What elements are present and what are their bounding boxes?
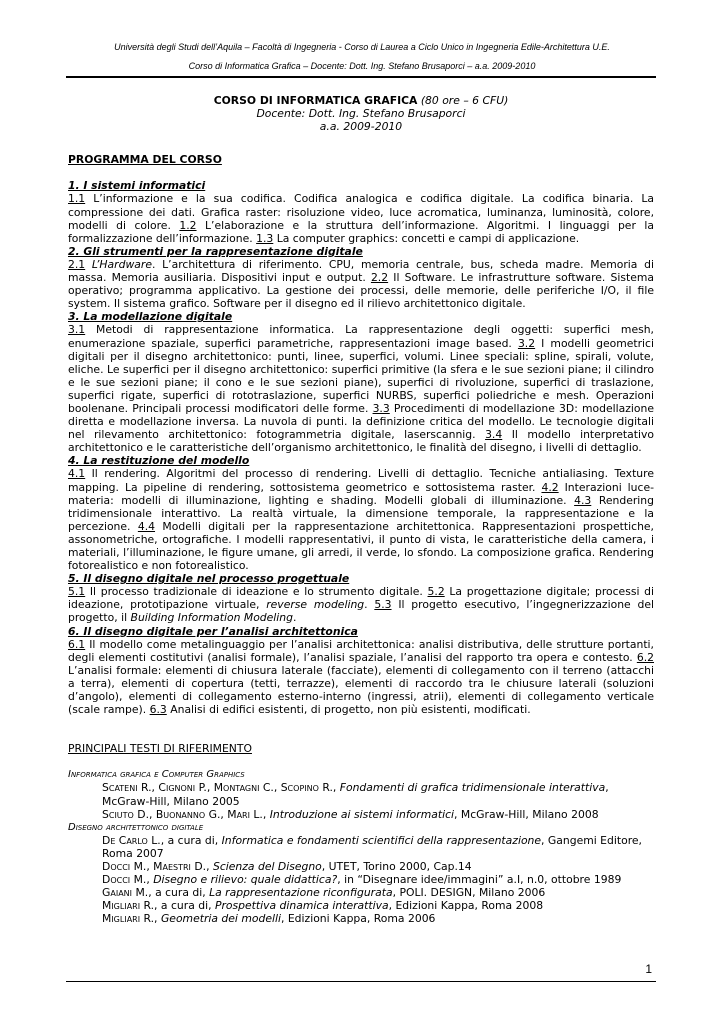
- subsection-number: 6.1: [68, 637, 86, 651]
- paragraph-text: .: [364, 598, 375, 612]
- reference-authors: Docci M.,: [102, 873, 150, 887]
- paragraph-text: Il modello come metalinguaggio per l’analisi architettonica: analisi distributiva, delle strutture portanti, degli elementi costitutivi (analisi formale), l’analisi spaziale, l’analisi del rapporto tra opera e contesto.: [68, 637, 654, 664]
- reference-editor-note: a cura di,: [164, 833, 222, 847]
- reference-item: [68, 873, 654, 886]
- subsection-number: 2.2: [370, 271, 389, 285]
- section-title: 5. Il disegno digitale nel processo progettuale: [68, 572, 350, 586]
- paragraph-text: L’elaborazione e la struttura dell’informazione. Algoritmi. I linguaggi per la formalizzazione dell’informazione.: [68, 218, 654, 245]
- subsection-number: 5.1: [68, 585, 86, 599]
- paragraph-text: Il processo tradizionale di ideazione e lo strumento digitale.: [85, 585, 428, 599]
- subsection-number: 4.4: [137, 519, 156, 533]
- subsection-number: 3.4: [485, 428, 503, 442]
- reference-item: [68, 808, 654, 821]
- paragraph-text: .: [293, 611, 297, 625]
- subsection-number: 3.2: [517, 336, 536, 350]
- running-header-university: Università degli Studi dell’Aquila – Facoltà di Ingegneria - Corso di Laurea a Ciclo Unico in Ingegneria Edile-Architettura U.E.: [114, 42, 610, 52]
- document-body: [68, 94, 654, 925]
- section-title: 1. I sistemi informatici: [68, 179, 206, 193]
- course-hours: (80 ore – 6 CFU): [420, 94, 509, 107]
- reference-title: La rappresentazione riconfigurata: [209, 886, 393, 900]
- section-title: 4. La restituzione del modello: [68, 454, 250, 468]
- section-title: 2. Gli strumenti per la rappresentazione digitale: [68, 244, 363, 258]
- reference-item: [68, 860, 654, 873]
- reference-authors: Migliari R.,: [102, 912, 158, 926]
- reference-authors: Migliari R.,: [102, 899, 158, 913]
- section-paragraph: [68, 585, 654, 624]
- italic-term: reverse modeling: [266, 598, 365, 612]
- reference-item: [68, 781, 654, 807]
- reference-title: Geometria dei modelli: [160, 912, 281, 926]
- reference-publisher: , McGraw-Hill, Milano 2008: [454, 807, 599, 821]
- section-paragraph: [68, 467, 654, 572]
- reference-title: Prospettiva dinamica interattiva: [214, 899, 389, 913]
- reference-item: [68, 886, 654, 899]
- subsection-number: 3.1: [68, 323, 86, 337]
- section-paragraph: [68, 638, 654, 717]
- course-teacher: Docente: Dott. Ing. Stefano Brusaporci: [256, 107, 466, 121]
- course-title: CORSO DI INFORMATICA GRAFICA: [213, 94, 418, 107]
- paragraph-text: . L’architettura di riferimento. CPU, memoria centrale, bus, scheda madre. Memoria di massa. Memoria ausiliaria. Dispositivi input e output.: [68, 257, 654, 285]
- reference-editor-note: a cura di,: [151, 886, 210, 900]
- subsection-number: 6.3: [149, 703, 167, 717]
- reference-publisher: , Edizioni Kappa, Roma 2008: [388, 899, 544, 913]
- reference-title: Informatica e fondamenti scientifici della rappresentazione: [221, 833, 542, 847]
- course-title-block: [68, 94, 654, 133]
- subsection-number: 4.1: [68, 467, 86, 481]
- reference-publisher: , Edizioni Kappa, Roma 2006: [280, 912, 436, 926]
- reference-editor-note: a cura di,: [157, 899, 215, 913]
- reference-item: [68, 834, 654, 860]
- page-number: 1: [645, 962, 652, 976]
- paragraph-text: La computer graphics: concetti e campi di applicazione.: [273, 231, 580, 245]
- reference-item: [68, 899, 654, 912]
- subsection-number: 1.3: [256, 231, 274, 245]
- subsection-number: 1.2: [179, 218, 197, 232]
- reference-title: Fondamenti di grafica tridimensionale interattiva: [339, 781, 606, 795]
- paragraph-text: Il modello interpretativo architettonico e le caratteristiche dell’organismo architettonico, le finalità del disegno, i livelli di dettaglio.: [68, 428, 655, 455]
- paragraph-text: I modelli geometrici digitali per il disegno architettonico: punti, linee, superfici, volumi. Linee speciali: spline, spirali, volute, eliche. Le superfici per il disegno architettonico: superfici primitive (la sfera e le sue sezioni piane; il cilindro e le sue sezioni piane; il cono e le sue sezioni piane), superfici di rivoluzione, superfici di traslazione, superfici rigate, superfici di rototraslazione, superfici NURBS, superfici poliedriche e mesh. Operazioni boolenane. Principali processi modificatori delle forme.: [68, 336, 654, 415]
- reference-publisher: , in “Disegnare idee/immagini” a.I, n.0, ottobre 1989: [337, 873, 622, 887]
- paragraph-text: Procedimenti di modellazione 3D: modellazione diretta e modellazione inversa. La nuvola di punti. la definizione critica del modello. Le tecnologie digitali nel rilevamento architettonico: fotogrammetria digitale, laserscannig.: [68, 401, 655, 442]
- section-paragraph: [68, 323, 654, 454]
- italic-term: L’Hardware: [91, 257, 152, 271]
- section-paragraph: [68, 192, 654, 244]
- subsection-number: 4.2: [541, 480, 559, 494]
- reference-publisher: , UTET, Torino 2000, Cap.14: [321, 859, 472, 873]
- reference-publisher: , Gangemi Editore, Roma 2007: [102, 833, 642, 860]
- reference-authors: Gaiani M.,: [102, 886, 152, 900]
- reference-item: [68, 912, 654, 925]
- paragraph-text: Metodi di rappresentazione informatica. La rappresentazione degli oggetti: superfici mesh, enumerazione spaziale, superfici parametriche, rappresentazioni image based.: [68, 323, 654, 350]
- paragraph-text: Analisi di edifici esistenti, di progetto, non più esistenti, modificati.: [166, 703, 531, 717]
- subsection-number: 2.1: [68, 257, 86, 271]
- reference-publisher: , McGraw-Hill, Milano 2005: [102, 781, 609, 808]
- reference-title: Introduzione ai sistemi informatici: [269, 807, 455, 821]
- reference-authors: Sciuto D., Buonanno G., Mari L.,: [102, 807, 267, 821]
- paragraph-text: Il progetto esecutivo, l’ingegnerizzazione del progetto, il: [68, 598, 654, 625]
- program-title: PROGRAMMA DEL CORSO: [68, 153, 222, 167]
- italic-term: Building Information Modeling: [130, 611, 293, 625]
- paragraph-text: Il Software. Le infrastrutture software. Sistema operativo; programma applicativo. La gestione dei processi, delle memorie, delle periferiche I/O, il file system. Il sistema grafico. Software per il disegno ed il rilievo architettonico digitale.: [68, 271, 654, 311]
- section-title: 6. Il disegno digitale per l’analisi architettonica: [68, 624, 358, 638]
- subsection-number: 6.2: [636, 650, 654, 664]
- section-title: 3. La modellazione digitale: [68, 310, 233, 324]
- reference-authors: Scateni R., Cignoni P., Montagni C., Scopino R.,: [102, 781, 337, 795]
- reference-category: Informatica grafica e Computer Graphics: [68, 769, 245, 781]
- subsection-number: 5.3: [374, 598, 392, 612]
- reference-authors: Docci M., Maestri D.,: [102, 859, 210, 873]
- academic-year: a.a. 2009-2010: [319, 120, 403, 134]
- paragraph-text: La progettazione digitale; processi di ideazione, prototipazione virtuale,: [68, 585, 654, 612]
- subsection-number: 4.3: [574, 493, 592, 507]
- reference-title: Scienza del Disegno: [212, 859, 322, 873]
- paragraph-text: L’analisi formale: elementi di chiusura laterale (facciate), elementi di collegamento con il terreno (attacchi a terra), elementi di copertura (tetti, terrazze), elementi di raccordo tra le chiusure laterali (soluzioni d’angolo), elementi di collegamento esterno-interno (ingressi, atrii), elementi di collegamento verticale (scale rampe).: [68, 663, 654, 717]
- running-header-course: Corso di Informatica Grafica – Docente: Dott. Ing. Stefano Brusaporci – a.a. 2009-2010: [188, 61, 536, 71]
- subsection-number: 5.2: [427, 585, 445, 599]
- reference-title: Disegno e rilievo: quale didattica?: [153, 873, 338, 887]
- section-paragraph: [68, 258, 654, 310]
- reference-publisher: , POLI. DESIGN, Milano 2006: [392, 886, 546, 900]
- references-heading: PRINCIPALI TESTI DI RIFERIMENTO: [68, 742, 252, 756]
- paragraph-text: L’informazione e la sua codifica. Codifica analogica e codifica digitale. La codifica binaria. La compressione dei dati. Grafica raster: risoluzione video, luce acromatica, luminanza, luminosità, colore, modelli di colore.: [68, 192, 654, 232]
- reference-authors: De Carlo L.,: [102, 833, 165, 847]
- paragraph-text: Rendering tridimensionale interattivo. La realtà virtuale, la dimensione temporale, la rappresentazione e la percezione.: [68, 493, 654, 533]
- paragraph-text: Il rendering. Algoritmi del processo di rendering. Livelli di dettaglio. Tecniche antialiasing. Texture mapping. La pipeline di rendering, sottosistema geometrico e sottosistema raster.: [68, 467, 654, 494]
- header-rule: [66, 76, 656, 78]
- subsection-number: 1.1: [68, 192, 86, 206]
- paragraph-text: Interazioni luce-materia: modelli di illuminazione, lighting e shading. Modelli globali di illuminazione.: [68, 480, 654, 507]
- footer-rule: [66, 981, 656, 982]
- subsection-number: 3.3: [372, 401, 390, 415]
- paragraph-text: Modelli digitali per la rappresentazione architettonica. Rappresentazioni prospettiche, assonometriche, ortografiche. I modelli rappresentativi, il punto di vista, le caratteristiche della camera, i materiali, l’illuminazione, le figure umane, gli arredi, il verde, lo sfondo. La composizione grafica. Rendering fotorealistico e non fotorealistico.: [68, 519, 654, 573]
- reference-category: Disegno architettonico digitale: [68, 821, 204, 833]
